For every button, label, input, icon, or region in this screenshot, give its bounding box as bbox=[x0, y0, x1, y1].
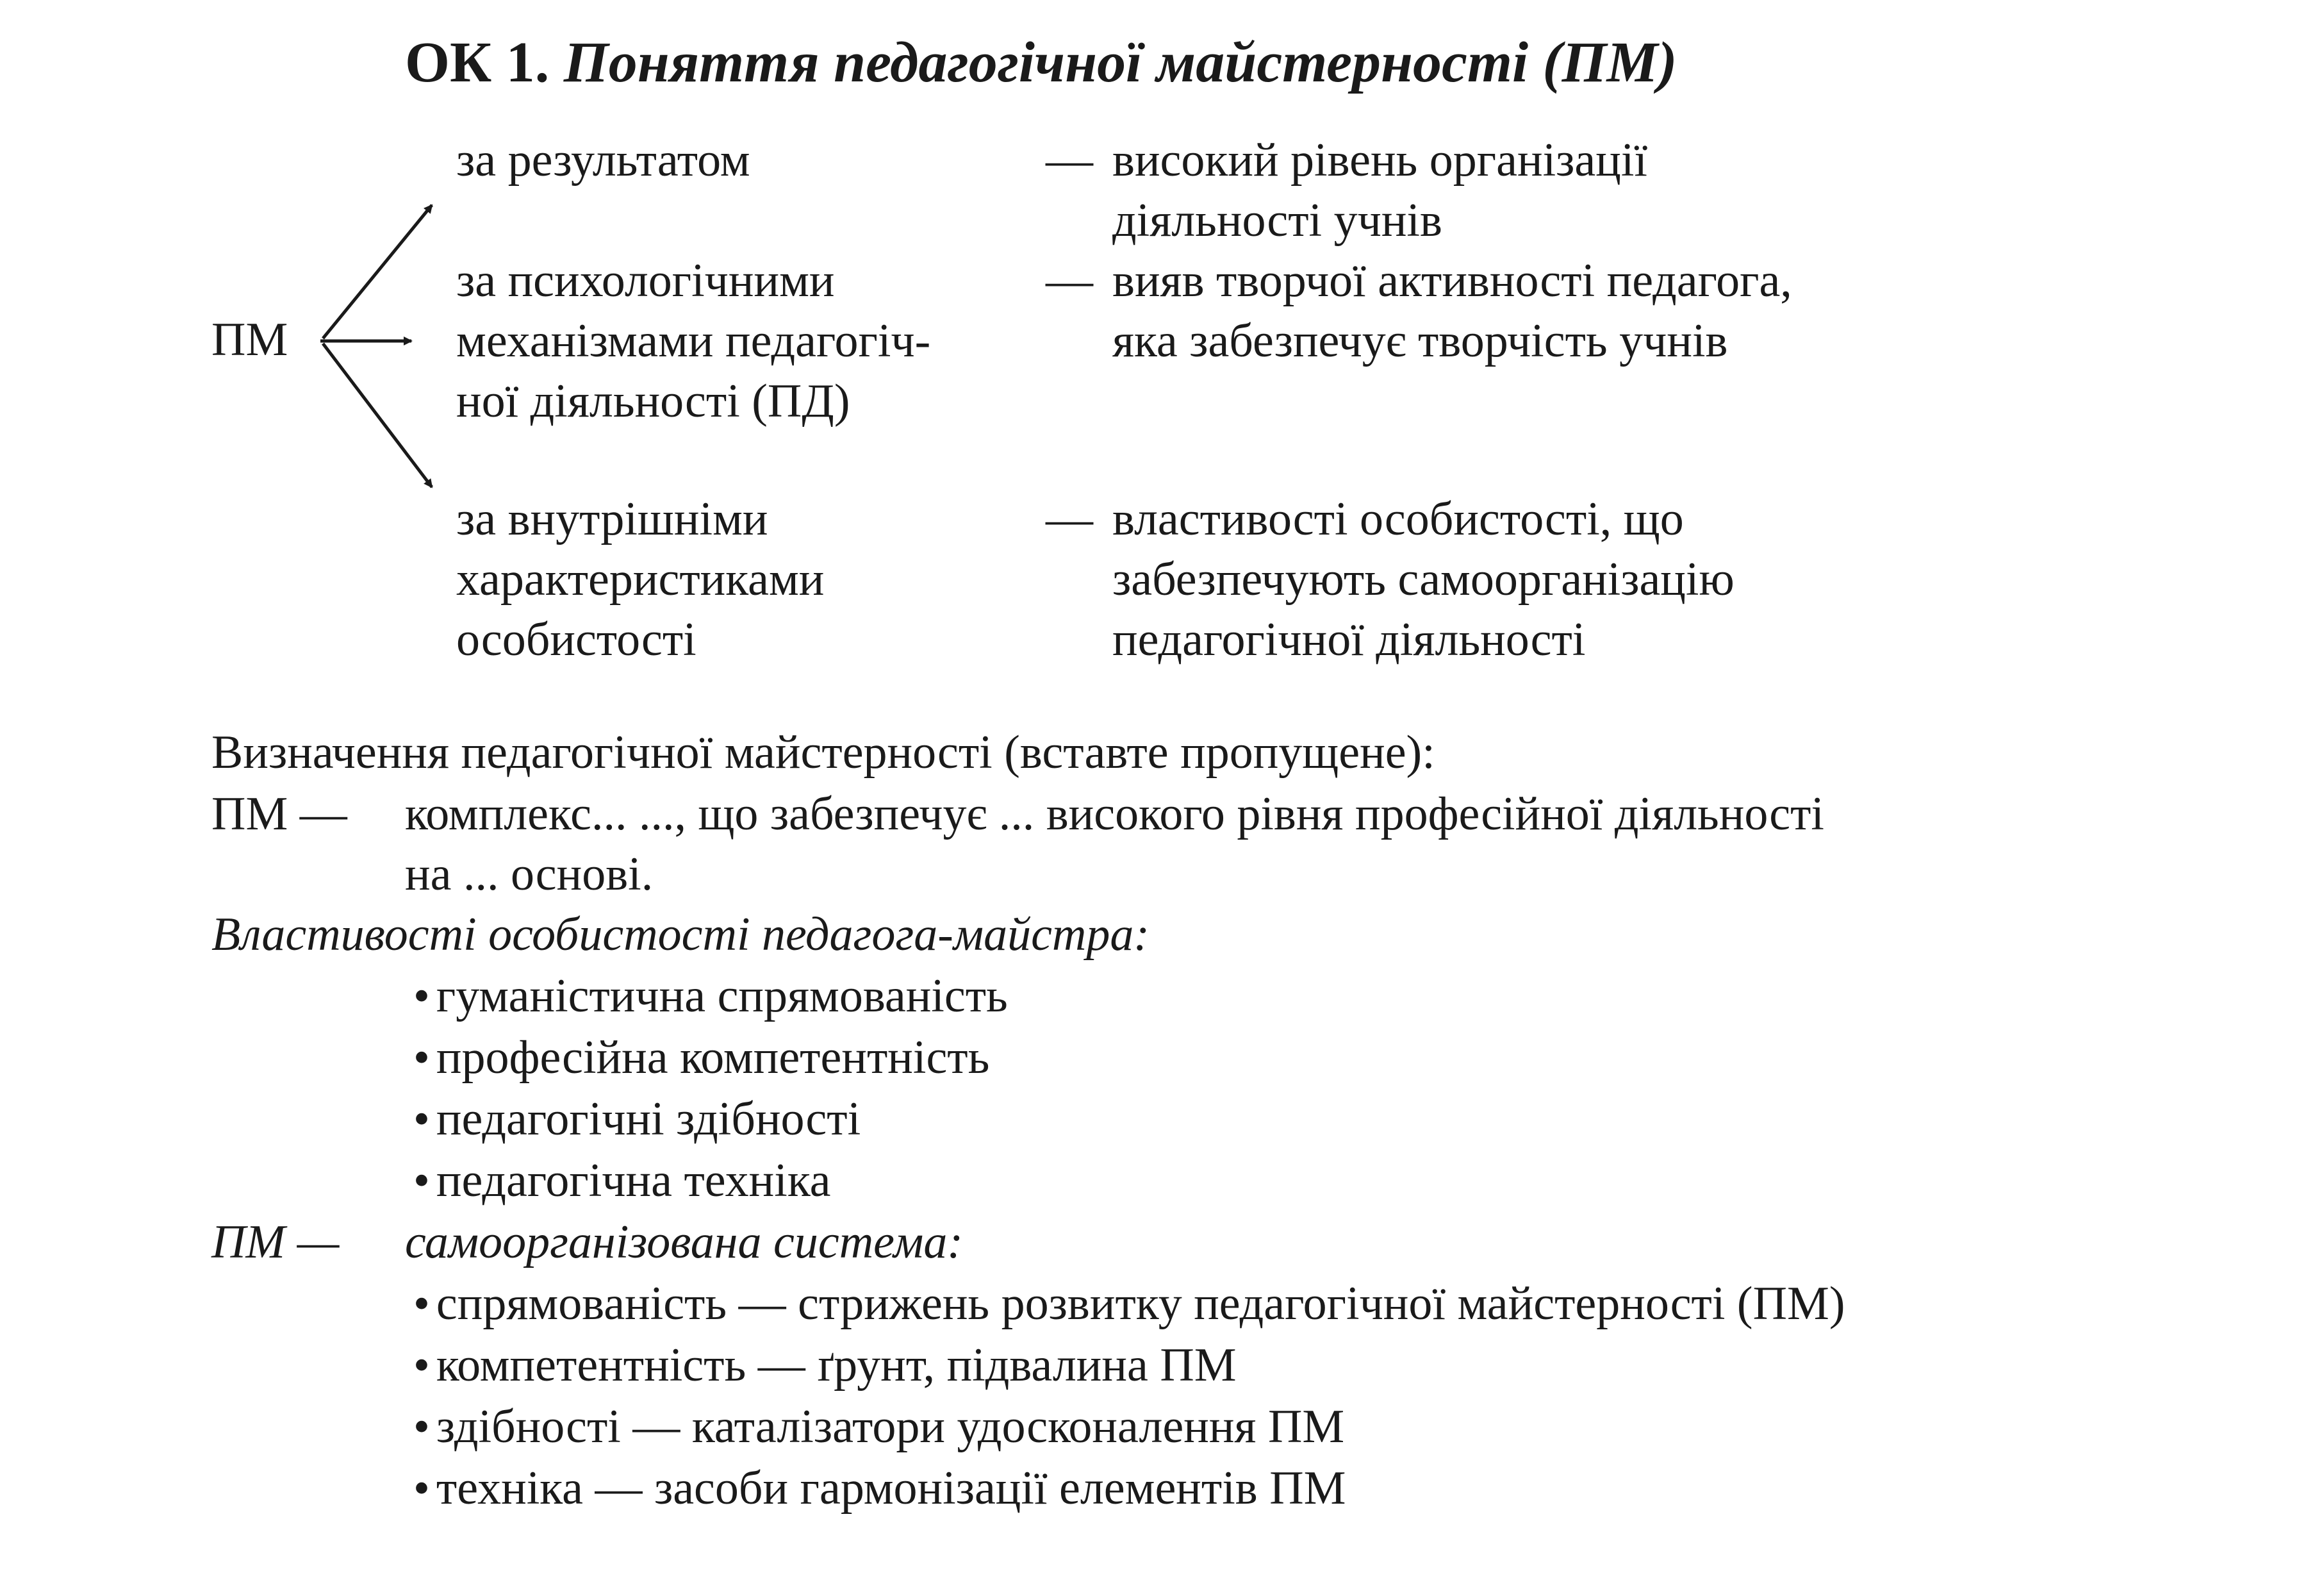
branch-2-meaning-line-2: яка забезпечує творчість учнів bbox=[1112, 315, 1728, 367]
properties-item-4: • педагогічна техніка bbox=[413, 1150, 831, 1211]
title-main: Поняття педагогічної майстерності (ПМ) bbox=[563, 31, 1677, 94]
branch-3-meaning-line-1: властивості особистості, що bbox=[1112, 493, 1684, 545]
branch-2-dash: — bbox=[1046, 254, 1093, 307]
branch-arrow-lower bbox=[323, 344, 432, 487]
branch-3-aspect-line-1: за внутрішніми bbox=[456, 493, 768, 545]
definition-line-2: на ... основі. bbox=[405, 848, 654, 901]
branch-2-aspect-line-1: за психологічними bbox=[456, 254, 835, 307]
branch-3-aspect-line-2: характеристиками bbox=[456, 553, 825, 606]
properties-item-1: • гуманістична спрямованість bbox=[413, 965, 1008, 1027]
title-prefix: ОК 1. bbox=[405, 31, 550, 94]
branch-1-dash: — bbox=[1046, 134, 1093, 187]
diagram-root-label: ПМ bbox=[211, 313, 288, 366]
branch-1-meaning-line-1: високий рівень організації bbox=[1112, 134, 1647, 187]
definition-intro: Визначення педагогічної майстерності (вставте пропущене): bbox=[211, 726, 1435, 779]
system-item-1: • спрямованість — стрижень розвитку педагогічної майстерності (ПМ) bbox=[413, 1273, 1845, 1334]
branch-1-meaning-line-2: діяльності учнів bbox=[1112, 194, 1442, 247]
system-term: ПМ — bbox=[211, 1216, 340, 1268]
system-item-2: • компетентність — ґрунт, підвалина ПМ bbox=[413, 1334, 1237, 1396]
system-item-3: • здібності — каталізатори удосконалення ПМ bbox=[413, 1396, 1344, 1458]
properties-item-3: • педагогічні здібності bbox=[413, 1088, 861, 1150]
definition-line-1: комплекс... ..., що забезпечує ... високого рівня професійної діяльності bbox=[405, 788, 1824, 840]
branch-2-meaning-line-1: вияв творчої активності педагога, bbox=[1112, 254, 1792, 307]
branch-2-aspect-line-2: механізмами педагогіч- bbox=[456, 315, 931, 367]
branch-arrow-upper bbox=[323, 205, 432, 338]
page-title bbox=[405, 24, 1677, 101]
branch-arrows bbox=[308, 186, 461, 519]
system-item-4: • техніка — засоби гармонізації елементів ПМ bbox=[413, 1458, 1346, 1519]
branch-1-aspect-line-1: за результатом bbox=[456, 134, 750, 187]
system-heading: самоорганізована система: bbox=[405, 1216, 964, 1268]
definition-term: ПМ — bbox=[211, 788, 347, 840]
branch-2-aspect-line-3: ної діяльності (ПД) bbox=[456, 375, 850, 428]
branch-3-meaning-line-3: педагогічної діяльності bbox=[1112, 613, 1586, 666]
branch-3-aspect-line-3: особистості bbox=[456, 613, 696, 666]
branch-3-meaning-line-2: забезпечують самоорганізацію bbox=[1112, 553, 1735, 606]
properties-item-2: • професійна компетентність bbox=[413, 1027, 989, 1088]
branch-3-dash: — bbox=[1046, 493, 1093, 545]
properties-heading: Властивості особистості педагога-майстра: bbox=[211, 908, 1150, 961]
